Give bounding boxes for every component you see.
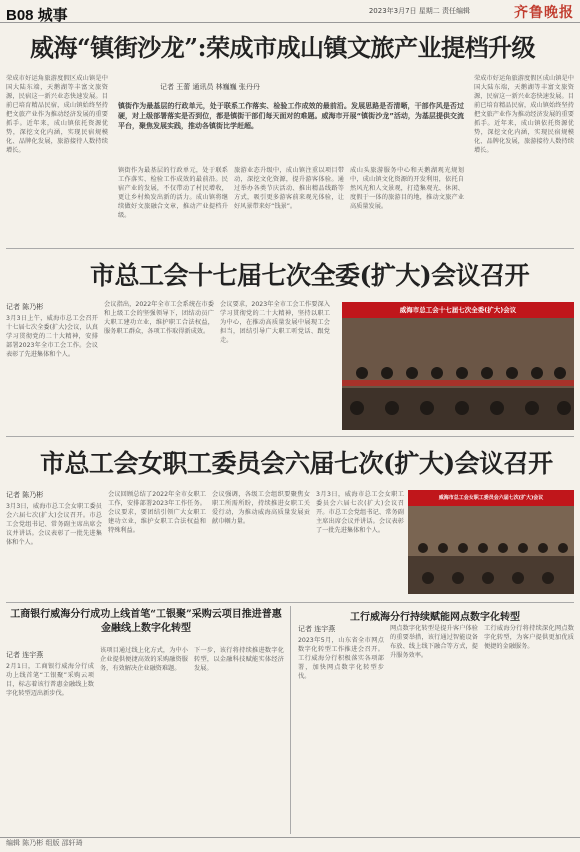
paper-name: 齐鲁晚报 xyxy=(514,5,574,21)
story2-col1: 3月3日上午，威海市总工会召开十七届七次全委(扩大)会议，认真学习贯彻党的二十大精神，安排部署2023年全市工会工作。会议表彰了先进集体和个人。 xyxy=(6,315,98,358)
story3-col4: 3月3日，威海市总工会女职工委员会六届七次(扩大)会议召开。市总工会党组书记、常务副主席出席会议并讲话。会议表彰了一批先进集体和个人。 xyxy=(316,491,404,534)
story5-byline: 记者 连宇燕 xyxy=(298,625,336,633)
story5-col2: 网点数字化转型是提升客户体验的重要举措，该行通过智能设备布放、线上线下融合等方式，提升服务效率。 xyxy=(390,625,478,659)
story1-lead: 镇街作为最基层的行政单元，处于联系工作落实、检验工作成效的最前沿。发展思路是否清晰，干部作风是否过硬，对上级部署落实是否到位，都是镇街干部们每天面对的难题。威海市开展“镇街沙龙”活动，为基层提供交流平台，聚焦发展实践，推动各镇街比学赶超。 xyxy=(118,102,464,130)
date-line: 2023年3月7日 星期二 责任编辑 xyxy=(368,7,470,15)
masthead xyxy=(0,0,580,23)
divider xyxy=(6,248,574,249)
story2-headline: 市总工会十七届七次全委(扩大)会议召开 xyxy=(90,261,530,290)
meeting-photo xyxy=(342,318,574,430)
story2-col3: 会议要求，2023年全市工会工作要深入学习贯彻党的二十大精神，坚持以职工为中心，在推动高质量发展中展现工会担当，团结引导广大职工听党话、跟党走。 xyxy=(220,301,330,344)
story1-byline: 记者 王蕾 通讯员 林巍巍 张丹丹 xyxy=(160,83,260,91)
story3-photo-banner: 威海市总工会女职工委员会六届七次(扩大)会议 xyxy=(408,490,574,506)
story1-headline: 威海“镇街沙龙”:荣成市成山镇文旅产业提档升级 xyxy=(30,33,535,62)
story1-col1: 荣成市好运角旅游度假区成山镇是中国大陆东端，天鹅湖等丰富文旅资源，民宿这一新兴业态快速发展。目前已培育精品民宿，成山镇始终坚持把文旅产业作为推动经济发展的重要抓手。近年来，成山镇依托资源优势，深挖文化内涵，实现民宿规模化、品牌化发展，旅游接待人数持续增长。 xyxy=(6,75,108,154)
meeting-photo xyxy=(408,506,574,594)
story3-col2: 会议回顾总结了2022年全市女职工工作，安排部署2023年工作任务。会议要求，要团结引领广大女职工建功立业，维护女职工合法权益和特殊利益。 xyxy=(108,491,206,534)
story4-col2: 该项目通过线上化方式，为中小企业提供便捷高效的采购融资服务，有效解决企业融资难题。 xyxy=(100,647,188,672)
footer-editor: 编辑 陈乃彬 组版 邵轩琦 xyxy=(6,839,83,847)
story2-photo-banner: 威海市总工会十七届七次全委(扩大)会议 xyxy=(342,302,574,318)
divider xyxy=(6,436,574,437)
footer-divider xyxy=(0,837,580,838)
story3-col3: 会议强调，各级工会组织要聚焦女职工所需所盼，持续推进女职工关爱行动，为推动威海高质量发展贡献巾帼力量。 xyxy=(212,491,310,525)
story3-photo xyxy=(408,490,574,594)
story3-col1: 3月3日，威海市总工会女职工委员会六届七次(扩大)会议召开。市总工会党组书记、常务副主席出席会议并讲话。会议表彰了一批先进集体和个人。 xyxy=(6,503,102,546)
story3-byline: 记者 陈乃彬 xyxy=(6,491,44,499)
story1-col2: 镇街作为最基层的行政单元，处于联系工作落实、检验工作成效的最前沿。民宿产业的发展，不仅带动了村民增收，更让乡村焕发出新的活力。成山镇将继续做好文旅融合文章，推动产业提档升级。 xyxy=(118,167,228,219)
story2-photo xyxy=(342,302,574,430)
story5-headline: 工行威海分行持续赋能网点数字化转型 xyxy=(350,612,520,623)
story4-byline: 记者 连宇燕 xyxy=(6,651,44,659)
divider xyxy=(6,602,574,603)
story2-col2: 会议指出，2022年全市工会系统在市委和上级工会的坚强领导下，团结动员广大职工建功立业，维护职工合法权益，服务职工群众，各项工作取得新成效。 xyxy=(104,301,214,335)
story4-col3: 下一步，该行将持续推进数字化转型，以金融科技赋能实体经济发展。 xyxy=(194,647,284,672)
story3-headline: 市总工会女职工委员会六届七次(扩大)会议召开 xyxy=(40,449,553,478)
story5-col3: 工行威海分行将持续深化网点数字化转型，为客户提供更加优质便捷的金融服务。 xyxy=(484,625,574,650)
story5-col1: 2023年5月，山东省全市网点数字化转型工作推进会召开。工行威海分行积极落实各项部署，加快网点数字化转型步伐。 xyxy=(298,637,384,680)
story2-byline: 记者 陈乃彬 xyxy=(6,303,44,311)
story4-headline: 工商银行威海分行成功上线首笔“工银聚”采购云项目推进普惠金融线上数字化转型 xyxy=(10,609,282,634)
story1-col5: 荣成市好运角旅游度假区成山镇是中国大陆东端，天鹅湖等丰富文旅资源，民宿这一新兴业态快速发展。目前已培育精品民宿，成山镇始终坚持把文旅产业作为推动经济发展的重要抓手。近年来，成山镇依托资源优势，深挖文化内涵，实现民宿规模化、品牌化发展，旅游接待人数持续增长。 xyxy=(474,75,574,154)
divider xyxy=(290,606,291,834)
page-code: B08 城事 xyxy=(6,7,68,24)
story4-col1: 2月1日，工商银行威海分行成功上线首笔“工银聚”采购云项目，标志着该行普惠金融线上数字化转型迈出新步伐。 xyxy=(6,663,94,697)
story1-col3: 旅游业态升级中，成山镇注重以项目带动，深挖文化资源，提升游客体验。通过举办各类节庆活动、推出精品线路等方式，吸引更多游客前来观光体验，让好风景带来好“钱景”。 xyxy=(234,167,344,210)
story1-col4: 成山头旅游服务中心和天鹅湖观光规划中，成山镇文化资源的开发利用，依托自然风光和人文景观，打造集观光、休闲、度假于一体的旅游目的地，推动文旅产业高质量发展。 xyxy=(350,167,464,210)
